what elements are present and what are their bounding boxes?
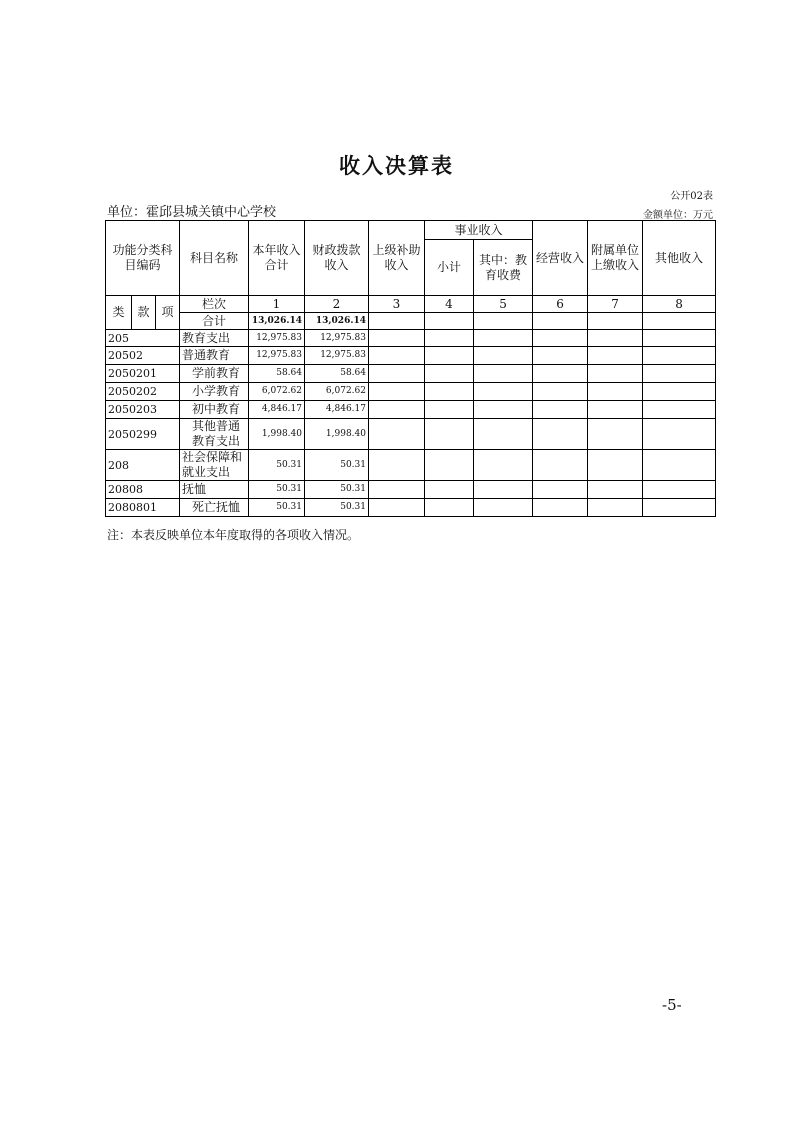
- empty-cell: [474, 450, 533, 481]
- header-annual-income: 本年收入合计: [249, 221, 305, 296]
- row-code: 208: [106, 450, 180, 481]
- unit-label: 单位：霍邱县城关镇中心学校: [107, 205, 277, 220]
- table-row: [106, 401, 716, 419]
- header-column-no: 栏次: [180, 296, 249, 313]
- empty-cell: [533, 419, 588, 450]
- row-code: 20502: [106, 347, 180, 365]
- empty-cell: [474, 347, 533, 365]
- empty-cell: [588, 419, 643, 450]
- empty-cell: [643, 330, 716, 347]
- empty-cell: [474, 401, 533, 419]
- empty-cell: [425, 365, 474, 383]
- row-fiscal: 1,998.40: [305, 419, 369, 450]
- empty-cell: [369, 450, 425, 481]
- empty-cell: [643, 419, 716, 450]
- empty-cell: [643, 347, 716, 365]
- empty-cell: [643, 401, 716, 419]
- row-annual: 50.31: [249, 450, 305, 481]
- table-row: [106, 383, 716, 401]
- money-unit-label: 金额单位：万元: [643, 210, 713, 221]
- col-num: 2: [305, 296, 369, 313]
- col-num: 3: [369, 296, 425, 313]
- col-num: 6: [533, 296, 588, 313]
- empty-cell: [533, 347, 588, 365]
- row-fiscal: 58.64: [305, 365, 369, 383]
- empty-cell: [425, 419, 474, 450]
- empty-cell: [588, 330, 643, 347]
- row-annual: 12,975.83: [249, 347, 305, 365]
- empty-cell: [425, 347, 474, 365]
- empty-cell: [533, 450, 588, 481]
- table-row: [106, 499, 716, 517]
- empty-cell: [588, 481, 643, 499]
- total-fiscal: 13,026.14: [305, 313, 369, 330]
- row-fiscal: 12,975.83: [305, 330, 369, 347]
- empty-cell: [425, 401, 474, 419]
- header-operating: 经营收入: [533, 221, 588, 296]
- table-note: 注：本表反映单位本年度取得的各项收入情况。: [107, 528, 360, 542]
- header-kuan: 款: [132, 296, 156, 330]
- empty-cell: [643, 499, 716, 517]
- table-row: [106, 330, 716, 347]
- header-other: 其他收入: [643, 221, 716, 296]
- empty-cell: [474, 499, 533, 517]
- total-label: 合计: [180, 313, 249, 330]
- empty-cell: [474, 481, 533, 499]
- row-annual: 50.31: [249, 481, 305, 499]
- empty-cell: [369, 330, 425, 347]
- empty-cell: [474, 419, 533, 450]
- header-subtotal: 小计: [425, 240, 474, 296]
- empty-cell: [588, 450, 643, 481]
- form-number: 公开02表: [670, 191, 713, 202]
- row-name: 小学教育: [180, 383, 249, 401]
- empty-cell: [369, 499, 425, 517]
- row-code: 205: [106, 330, 180, 347]
- row-code: 2080801: [106, 499, 180, 517]
- page-number: -5-: [662, 996, 682, 1014]
- header-superior-subsidy: 上级补助收入: [369, 221, 425, 296]
- row-name: 死亡抚恤: [180, 499, 249, 517]
- empty-cell: [425, 481, 474, 499]
- empty-cell: [425, 450, 474, 481]
- row-fiscal: 50.31: [305, 450, 369, 481]
- empty-cell: [474, 330, 533, 347]
- empty-cell: [425, 383, 474, 401]
- empty-cell: [474, 383, 533, 401]
- row-fiscal: 50.31: [305, 481, 369, 499]
- empty-cell: [369, 481, 425, 499]
- row-name: 学前教育: [180, 365, 249, 383]
- empty-cell: [369, 347, 425, 365]
- row-annual: 50.31: [249, 499, 305, 517]
- header-func-code: 功能分类科目编码: [106, 221, 180, 296]
- row-code: 2050201: [106, 365, 180, 383]
- row-code: 2050202: [106, 383, 180, 401]
- col-num: 7: [588, 296, 643, 313]
- col-num: 5: [474, 296, 533, 313]
- income-table: [105, 220, 716, 517]
- row-name: 社会保障和就业支出: [180, 450, 249, 481]
- empty-cell: [533, 401, 588, 419]
- row-fiscal: 50.31: [305, 499, 369, 517]
- empty-cell: [588, 383, 643, 401]
- row-fiscal: 4,846.17: [305, 401, 369, 419]
- col-num: 1: [249, 296, 305, 313]
- header-fiscal: 财政拨款收入: [305, 221, 369, 296]
- empty-cell: [533, 383, 588, 401]
- empty-cell: [369, 383, 425, 401]
- row-name: 初中教育: [180, 401, 249, 419]
- row-annual: 58.64: [249, 365, 305, 383]
- row-code: 20808: [106, 481, 180, 499]
- empty-cell: [474, 365, 533, 383]
- header-xiang: 项: [156, 296, 180, 330]
- table-row: [106, 347, 716, 365]
- empty-cell: [588, 401, 643, 419]
- empty-cell: [643, 365, 716, 383]
- total-annual: 13,026.14: [249, 313, 305, 330]
- row-annual: 1,998.40: [249, 419, 305, 450]
- header-edu-fee: 其中：教育收费: [474, 240, 533, 296]
- empty-cell: [533, 330, 588, 347]
- empty-cell: [533, 499, 588, 517]
- empty-cell: [643, 383, 716, 401]
- row-annual: 12,975.83: [249, 330, 305, 347]
- empty-cell: [369, 419, 425, 450]
- row-name: 其他普通教育支出: [180, 419, 249, 450]
- page-title: 收入决算表: [339, 153, 454, 178]
- empty-cell: [425, 499, 474, 517]
- row-name: 抚恤: [180, 481, 249, 499]
- empty-cell: [588, 499, 643, 517]
- row-fiscal: 12,975.83: [305, 347, 369, 365]
- empty-cell: [369, 401, 425, 419]
- table-row: [106, 450, 716, 481]
- col-num: 8: [643, 296, 716, 313]
- col-num: 4: [425, 296, 474, 313]
- empty-cell: [533, 481, 588, 499]
- empty-cell: [643, 450, 716, 481]
- empty-cell: [588, 347, 643, 365]
- empty-cell: [588, 365, 643, 383]
- row-fiscal: 6,072.62: [305, 383, 369, 401]
- row-name: 教育支出: [180, 330, 249, 347]
- table-row: [106, 419, 716, 450]
- empty-cell: [533, 365, 588, 383]
- row-annual: 6,072.62: [249, 383, 305, 401]
- row-code: 2050299: [106, 419, 180, 450]
- header-business-income: 事业收入: [425, 221, 533, 240]
- table-row: [106, 481, 716, 499]
- row-code: 2050203: [106, 401, 180, 419]
- empty-cell: [369, 365, 425, 383]
- row-annual: 4,846.17: [249, 401, 305, 419]
- row-name: 普通教育: [180, 347, 249, 365]
- header-affiliated: 附属单位上缴收入: [588, 221, 643, 296]
- empty-cell: [643, 481, 716, 499]
- header-subject-name: 科目名称: [180, 221, 249, 296]
- table-row: [106, 365, 716, 383]
- header-lei: 类: [106, 296, 132, 330]
- empty-cell: [425, 330, 474, 347]
